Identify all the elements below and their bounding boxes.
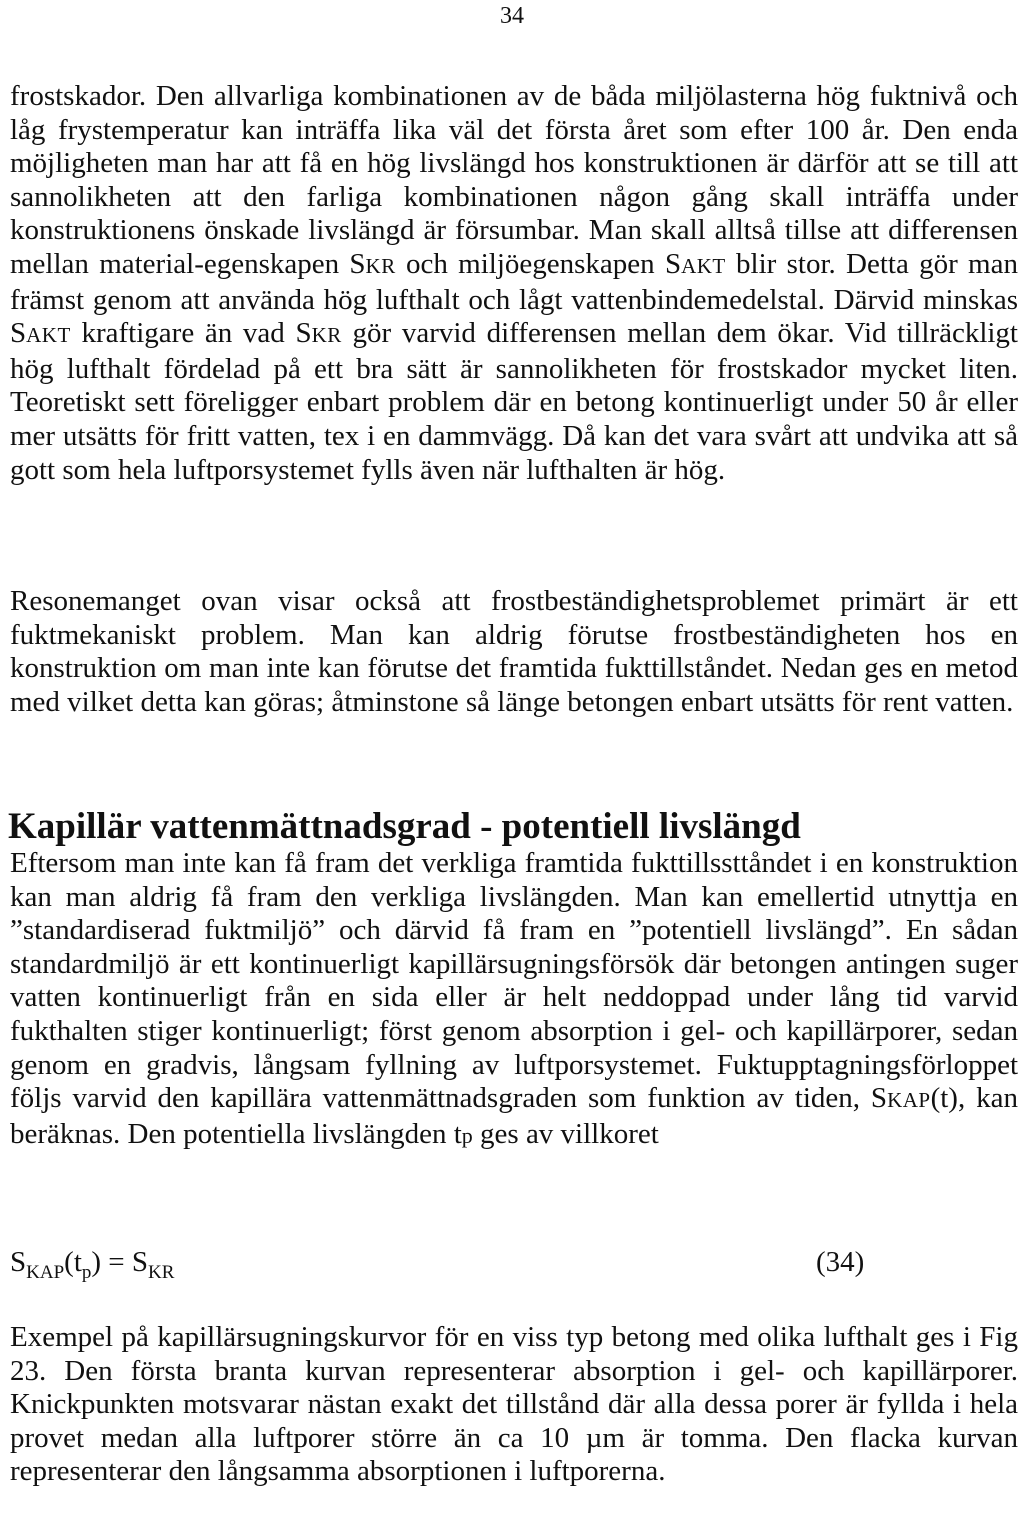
equation-rhs: = S: [101, 1246, 149, 1278]
subscript-kap: KAP: [887, 1088, 931, 1113]
text-run: och miljöegenskapen S: [395, 247, 682, 280]
paragraph-potential-lifetime: [10, 847, 1018, 1152]
subscript-kr: KR: [311, 323, 342, 348]
equation-number: (34): [816, 1246, 865, 1278]
paragraph-frost-damage: [10, 80, 1018, 487]
page-number: 34: [500, 3, 524, 29]
equation-34: [10, 1240, 1018, 1284]
equation-subscript: p: [81, 1261, 92, 1283]
equation-subscript: KAP: [26, 1261, 65, 1283]
text-run: (t), kan beräknas. Den potentiella livslängden t: [10, 1082, 1018, 1150]
text-run: ges av villkoret: [472, 1117, 659, 1150]
equation-argument: ): [91, 1246, 102, 1278]
text-run: Eftersom man inte kan få fram det verkliga framtida fukttillssttåndet i en konstruktion kan man aldrig få fram den verkliga livslängden. Man kan emellertid utnyttja en ”standardiserad fuktmiljö” och därvid få fram en ”potentiell livslängd”. En sådan standardmiljö är ett kontinuerligt kapillärsugningsförsök där betongen antingen suger vatten kontinuerligt från en sida eller är helt neddoppad under lång tid varvid fukthalten stiger kontinuerligt; först genom absorption i gel- och kapillärporer, sedan genom en gradvis, långsam fyllning av luftporsystemet. Fuktupptagningsförloppet följs varvid den kapillära vattenmättnadsgraden som funktion av tiden, S: [10, 847, 1018, 1115]
paragraph-moisture-problem: Resonemanget ovan visar också att frostbeständighetsproblemet primärt är ett fuktmekaniskt problem. Man kan aldrig förutse frostbeständigheten hos en konstruktion om man inte kan förutse det framtida fukttillståndet. Nedan ges en metod med vilket detta kan göras; åtminstone så länge betongen enbart utsätts för rent vatten.: [10, 585, 1018, 718]
text-run: blir stor. Detta gör man främst genom att använda hög lufthalt och lågt vattenbindemedelstal. Därvid minskas S: [10, 247, 1018, 350]
text-run: gör varvid differensen mellan dem ökar. Vid tillräckligt hög lufthalt fördelad på ett bra sätt är sannolikheten för frostskador mycket liten. Teoretiskt sett föreligger enbart problem där en betong kontinuerligt under 50 år eller mer utsätts för fritt vatten, tex i en dammvägg. Då kan det vara svårt att undvika att så gott som hela luftporsystemet fylls även när lufthalten är hög.: [10, 317, 1018, 486]
equation-symbol: S: [10, 1246, 27, 1278]
subscript-akt: AKT: [26, 323, 71, 348]
text-run: kraftigare än vad S: [70, 317, 312, 350]
subscript-akt: AKT: [681, 253, 726, 278]
paragraph-suction-curves: Exempel på kapillärsugningskurvor för en viss typ betong med olika lufthalt ges i Fig 23. Den första branta kurvan representerar absorption i gel- och kapillärporer. Knickpunkten motsvarar nästan exakt det tillstånd där alla dessa porer är fyllda i hela provet medan alla luftporer större än ca 10 µm är tomma. Den flacka kurvan representerar den långsamma absorptionen i luftporerna.: [10, 1321, 1018, 1488]
section-heading: Kapillär vattenmättnadsgrad - potentiell livslängd: [8, 806, 801, 847]
equation-expression: [10, 1240, 174, 1284]
equation-subscript: KR: [148, 1261, 175, 1283]
subscript-kr: KR: [365, 253, 396, 278]
equation-argument: (t: [64, 1246, 82, 1278]
text-run: frostskador. Den allvarliga kombinationen av de båda miljölasterna hög fuktnivå och låg frystemperatur kan inträffa lika väl det första året som efter 100 år. Den enda möjligheten man har att få en hög livslängd hos konstruktionen är därför att se till att sannolikheten att den farliga kombinationen någon gång skall inträffa under konstruktionens önskade livslängd är försumbar. Man skall alltså tillse att differensen mellan material-egenskapen S: [10, 80, 1018, 280]
subscript-p: p: [461, 1122, 473, 1148]
